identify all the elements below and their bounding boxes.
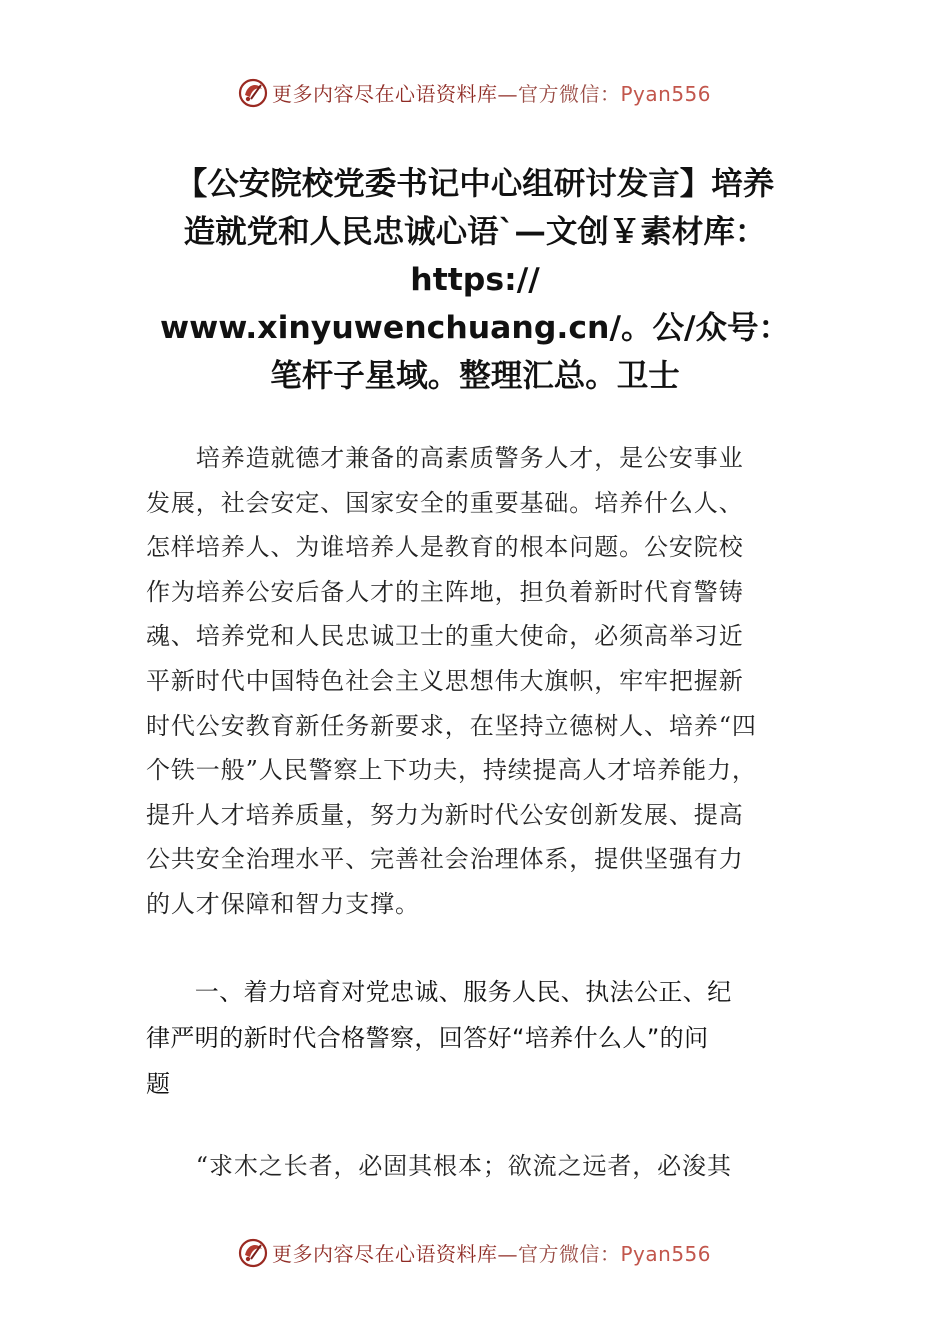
banner-wechat-label: 官方微信： — [518, 1241, 621, 1266]
paragraph-line: 的人才保障和智力支撑。 — [146, 889, 420, 918]
header-watermark-banner — [0, 72, 950, 112]
banner-handle: Pyan556 — [620, 1241, 712, 1266]
banner-prefix: 更多内容尽在心语资料库— — [272, 81, 518, 106]
title-line: 【公安院校党委书记中心组研讨发言】培养 — [175, 166, 775, 202]
paragraph-line: 提升人才培养质量，努力为新时代公安创新发展、提高 — [146, 800, 744, 829]
banner-handle: Pyan556 — [620, 81, 712, 106]
section-heading-1 — [146, 969, 810, 1107]
title-line: www.xinyuwenchuang.cn/。公/众号： — [160, 310, 790, 346]
heading-line: 律严明的新时代合格警察，回答好“培养什么人”的问 — [146, 1024, 709, 1052]
title-line: 造就党和人民忠诚心语`—文创￥素材库： — [183, 214, 767, 250]
banner-wechat-label: 官方微信： — [518, 81, 621, 106]
paragraph-line: 发展，社会安定、国家安全的重要基础。培养什么人、 — [146, 488, 744, 517]
document-title — [120, 160, 830, 400]
footer-watermark-banner — [0, 1232, 950, 1272]
paragraph-line: 个铁一般”人民警察上下功夫，持续提高人才培养能力， — [146, 756, 757, 785]
title-line: https:// — [410, 262, 540, 298]
brand-logo-icon — [236, 75, 270, 109]
paragraph-line: 魂、培养党和人民忠诚卫士的重大使命，必须高举习近 — [146, 622, 744, 651]
paragraph-line: “求木之长者，必固其根本；欲流之远者，必浚其 — [146, 1152, 732, 1180]
brand-logo-icon — [236, 1235, 270, 1269]
heading-line: 题 — [146, 1070, 171, 1098]
paragraph-line: 作为培养公安后备人才的主阵地，担负着新时代育警铸 — [146, 577, 744, 606]
section-paragraph — [146, 1144, 810, 1189]
intro-paragraph — [146, 436, 810, 927]
paragraph-line: 公共安全治理水平、完善社会治理体系，提供坚强有力 — [146, 845, 744, 874]
paragraph-line: 培养造就德才兼备的高素质警务人才，是公安事业 — [146, 444, 744, 472]
heading-line: 一、着力培育对党忠诚、服务人民、执法公正、纪 — [146, 978, 732, 1006]
banner-prefix: 更多内容尽在心语资料库— — [272, 1241, 518, 1266]
title-line: 笔杆子星域。整理汇总。卫士 — [270, 358, 680, 394]
paragraph-line: 平新时代中国特色社会主义思想伟大旗帜，牢牢把握新 — [146, 666, 744, 695]
paragraph-line: 怎样培养人、为谁培养人是教育的根本问题。公安院校 — [146, 533, 744, 562]
paragraph-line: 时代公安教育新任务新要求，在坚持立德树人、培养“四 — [146, 711, 757, 740]
